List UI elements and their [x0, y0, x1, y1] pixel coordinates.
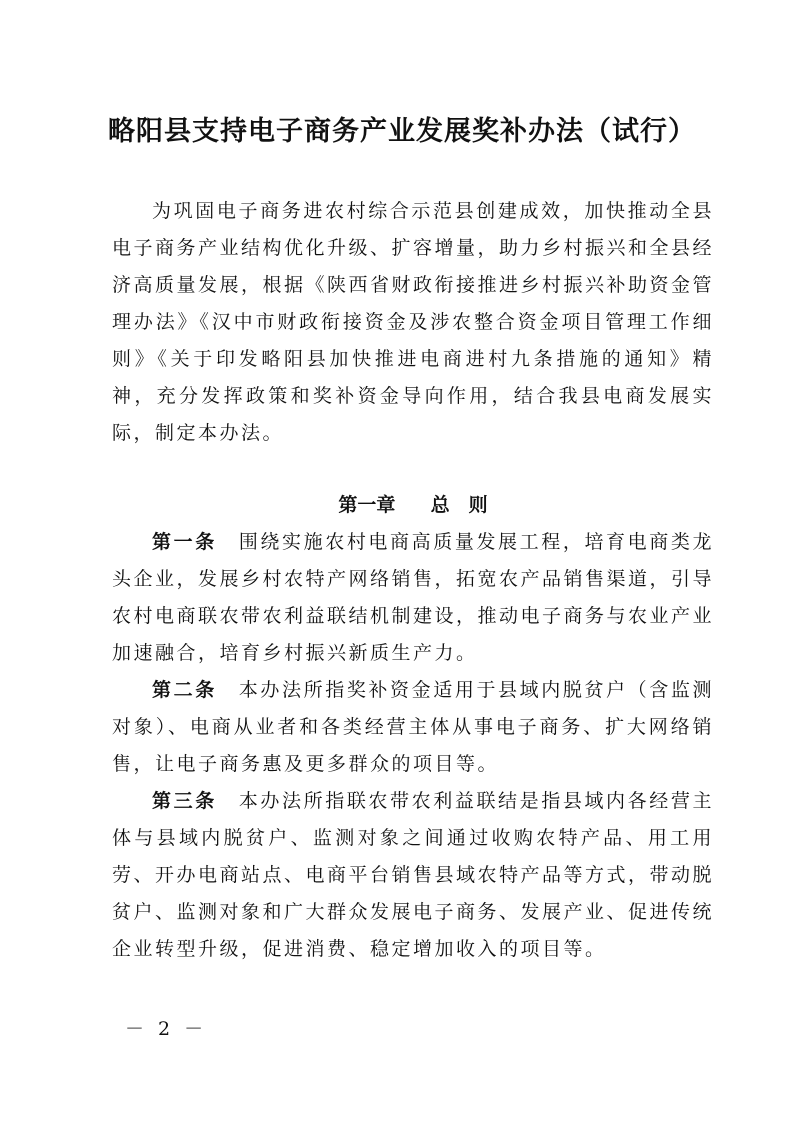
article-paragraph-2 — [112, 672, 714, 783]
article-text-1: 围绕实施农村电商高质量发展工程，培育电商类龙头企业，发展乡村农特产网络销售，拓宽农产品销售渠道，引导农村电商联农带农利益联结机制建设，推动电子商务与农业产业加速融合，培育乡村振兴新质生产力。 — [112, 531, 715, 664]
article-paragraph-1 — [112, 524, 714, 672]
chapter-number: 第一章 — [338, 494, 396, 516]
article-label-3: 第三条 — [152, 790, 217, 812]
article-label-2: 第二条 — [152, 679, 217, 701]
article-text-2: 本办法所指奖补资金适用于县域内脱贫户（含监测对象）、电商从业者和各类经营主体从事电子商务、扩大网络销售，让电子商务惠及更多群众的项目等。 — [112, 679, 714, 775]
article-text-3: 本办法所指联农带农利益联结是指县域内各经营主体与县域内脱贫户、监测对象之间通过收购农特产品、用工用劳、开办电商站点、电商平台销售县域农特产品等方式，带动脱贫户、监测对象和广大群众发展电子商务、发展产业、促进传统企业转型升级，促进消费、稳定增加收入的项目等。 — [112, 790, 715, 960]
page-number: － 2 － — [125, 1018, 208, 1040]
chapter-name: 总 则 — [430, 494, 488, 516]
preamble-paragraph: 为巩固电子商务进农村综合示范县创建成效，加快推动全县电子商务产业结构优化升级、扩容增量，助力乡村振兴和全县经济高质量发展，根据《陕西省财政衔接推进乡村振兴补助资金管理办法》《汉中市财政衔接资金及涉农整合资金项目管理工作细则》《关于印发略阳县加快推进电商进村九条措施的通知》精神，充分发挥政策和奖补资金导向作用，结合我县电商发展实际，制定本办法。 — [112, 200, 715, 444]
document-title: 略阳县支持电子商务产业发展奖补办法（试行） — [108, 116, 696, 147]
chapter-heading — [112, 487, 714, 524]
article-paragraph-3 — [112, 783, 714, 968]
article-label-1: 第一条 — [152, 531, 217, 553]
